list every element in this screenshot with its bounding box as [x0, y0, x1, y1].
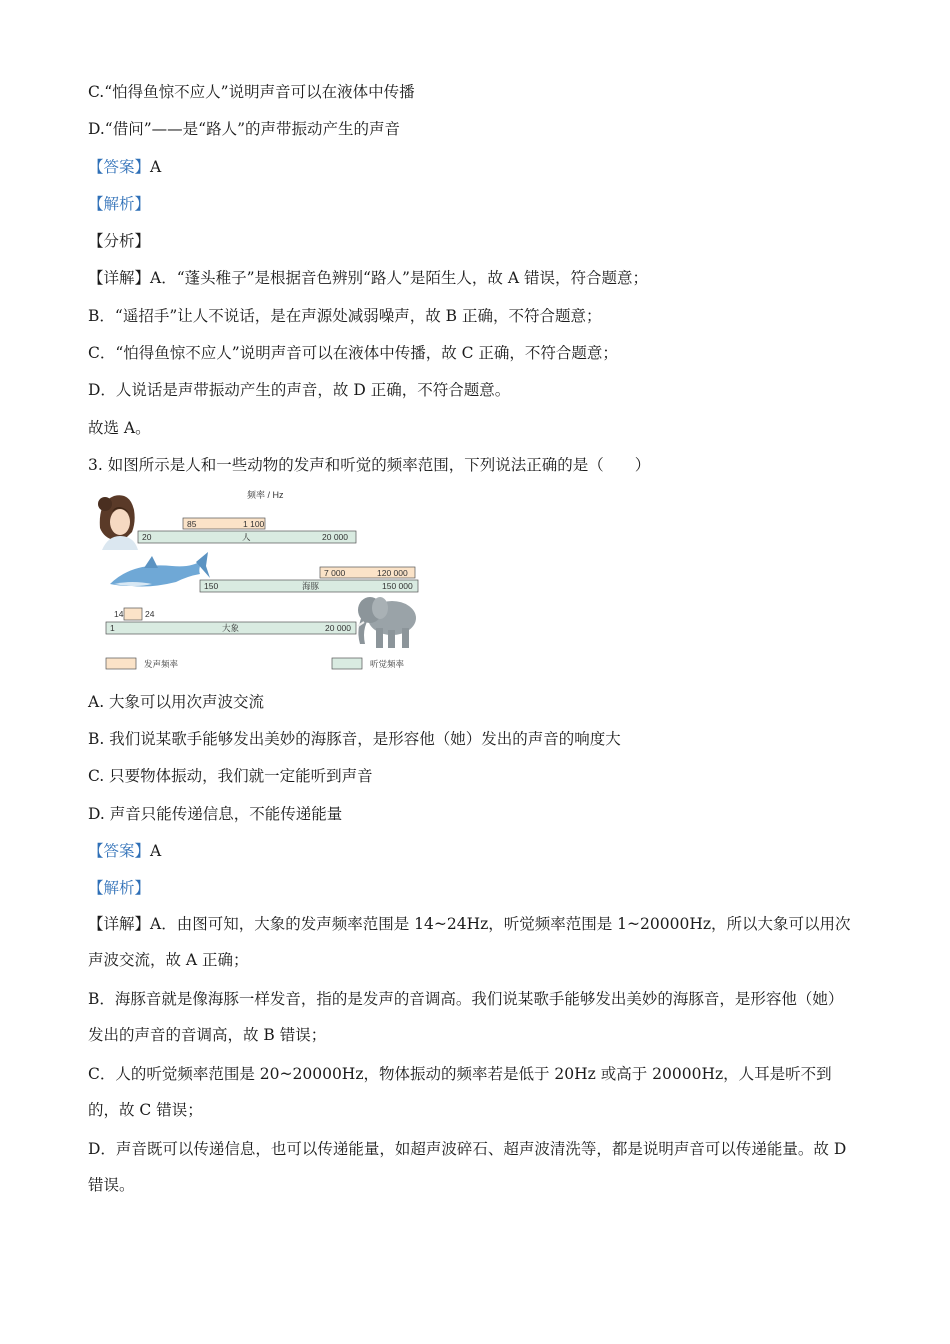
- human-hear-high: 20 000: [322, 532, 348, 542]
- answer-value: A: [150, 842, 162, 860]
- q3-stem: 3. 如图所示是人和一些动物的发声和听觉的频率范围，下列说法正确的是（ ）: [88, 456, 651, 474]
- human-voice-high: 1 100: [243, 519, 265, 529]
- dolphin-voice-low: 7 000: [324, 568, 346, 578]
- q3-analysis-label: 【解析】: [88, 879, 151, 897]
- dolphin-name: 海豚: [302, 581, 320, 591]
- detail-label: 【详解】: [88, 915, 151, 933]
- legend-voice-swatch: [106, 658, 136, 669]
- elephant-voice-low: 14: [114, 609, 124, 619]
- q3-detail-d: D．声音既可以传递信息，也可以传递能量，如超声波碎石、超声波清洗等，都是说明声音可以传递能量。故 D 错误。: [88, 1140, 847, 1194]
- detail-label: 【详解】: [88, 269, 151, 287]
- q3-option-c: C. 只要物体振动，我们就一定能听到声音: [88, 767, 373, 785]
- q3-answer: [88, 841, 161, 861]
- axis-label: 频率 / Hz: [247, 490, 284, 500]
- elephant-voice-bar: [124, 608, 142, 620]
- elephant-voice-high: 24: [145, 609, 155, 619]
- dolphin-hear-high: 150 000: [382, 581, 413, 591]
- q2-option-c: C.“怕得鱼惊不应人”说明声音可以在液体中传播: [88, 83, 415, 101]
- legend-hearing-label: 听觉频率: [370, 659, 405, 669]
- q3-option-d: D. 声音只能传递信息，不能传递能量: [88, 805, 343, 823]
- legend-hearing-swatch: [332, 658, 362, 669]
- legend-voice-label: 发声频率: [144, 659, 179, 669]
- elephant-image: [358, 597, 416, 648]
- dolphin-image: [110, 552, 210, 587]
- q2-detail-b: B．“遥招手”让人不说话，是在声源处减弱噪声，故 B 正确，不符合题意；: [88, 307, 602, 325]
- elephant-hear-high: 20 000: [325, 623, 351, 633]
- dolphin-hear-low: 150: [204, 581, 219, 591]
- q2-fenxi-label: 【分析】: [88, 232, 151, 250]
- answer-value: A: [150, 158, 162, 176]
- q3-detail-a: [88, 906, 858, 978]
- q3-option-b: B. 我们说某歌手能够发出美妙的海豚音，是形容他（她）发出的声音的响度大: [88, 730, 621, 748]
- q3-option-a: A. 大象可以用次声波交流: [88, 693, 265, 711]
- frequency-range-figure: [92, 488, 427, 673]
- q2-conclusion: 故选 A。: [88, 419, 151, 437]
- elephant-name: 大象: [222, 623, 240, 633]
- q2-option-d: D.“借问”——是“路人”的声带振动产生的声音: [88, 120, 400, 138]
- q2-detail-a: [88, 268, 648, 288]
- q2-answer: [88, 157, 161, 177]
- q3-detail-c: C．人的听觉频率范围是 20~20000Hz，物体振动的频率若是低于 20Hz 或高于 20000Hz，人耳是听不到的，故 C 错误；: [88, 1065, 832, 1119]
- q2-detail-c: C．“怕得鱼惊不应人”说明声音可以在液体中传播，故 C 正确，不符合题意；: [88, 344, 618, 362]
- human-portrait-image: [98, 495, 138, 550]
- detail-a-text: A．由图可知，大象的发声频率范围是 14~24Hz，听觉频率范围是 1~20000Hz，所以大象可以用次声波交流，故 A 正确；: [88, 915, 851, 969]
- dolphin-voice-high: 120 000: [377, 568, 408, 578]
- answer-label: 【答案】: [88, 158, 151, 176]
- q3-detail-b: B．海豚音就是像海豚一样发音，指的是发声的音调高。我们说某歌手能够发出美妙的海豚音，是形容他（她）发出的声音的音调高，故 B 错误；: [88, 990, 844, 1044]
- answer-label: 【答案】: [88, 842, 151, 860]
- q2-analysis-label: 【解析】: [88, 195, 151, 213]
- q2-detail-d: D．人说话是声带振动产生的声音，故 D 正确，不符合题意。: [88, 381, 511, 399]
- human-hear-low: 20: [142, 532, 152, 542]
- human-voice-low: 85: [187, 519, 197, 529]
- human-name: 人: [242, 532, 251, 542]
- detail-a-text: A．“蓬头稚子”是根据音色辨别“路人”是陌生人，故 A 错误，符合题意；: [150, 269, 648, 287]
- elephant-hear-low: 1: [110, 623, 115, 633]
